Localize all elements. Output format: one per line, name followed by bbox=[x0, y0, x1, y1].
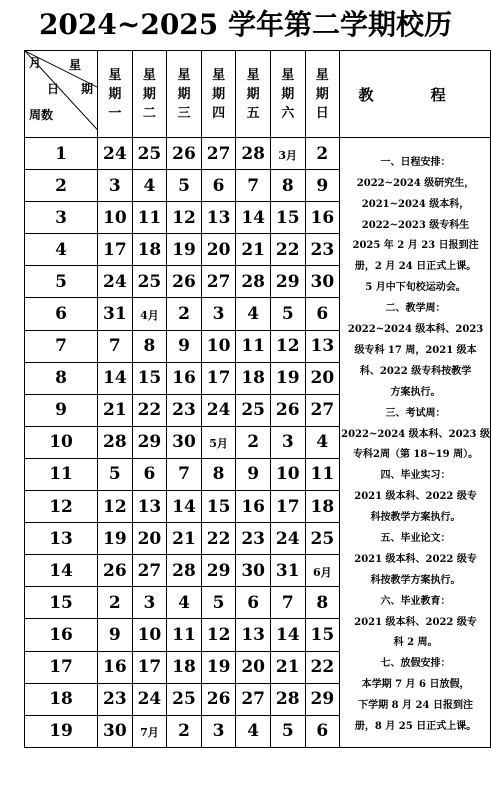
day-cell: 27 bbox=[305, 394, 340, 426]
corner-week-count-label: 周数 bbox=[29, 108, 54, 122]
week-number: 18 bbox=[25, 683, 98, 715]
day-cell: 28 bbox=[236, 138, 271, 170]
note-line: 2021 级本科、2022 级专 bbox=[354, 491, 477, 503]
day-cell: 4 bbox=[236, 298, 271, 330]
day-cell: 17 bbox=[132, 651, 167, 683]
day-cell: 14 bbox=[270, 619, 305, 651]
note-line: 方案执行。 bbox=[390, 386, 441, 398]
day-cell: 30 bbox=[236, 555, 271, 587]
weekday-header-wed: 星期三 bbox=[167, 51, 202, 138]
day-cell: 3 bbox=[201, 298, 236, 330]
note-line: 2022~2023 级专科生 bbox=[361, 219, 470, 231]
day-cell: 25 bbox=[132, 138, 167, 170]
week-number: 11 bbox=[25, 458, 98, 490]
day-cell: 13 bbox=[236, 619, 271, 651]
day-cell: 27 bbox=[201, 266, 236, 298]
day-cell: 11 bbox=[305, 458, 340, 490]
week-number: 19 bbox=[25, 715, 98, 747]
week-number: 9 bbox=[25, 394, 98, 426]
day-cell: 7月 bbox=[132, 715, 167, 747]
day-cell: 16 bbox=[98, 651, 133, 683]
day-cell: 5 bbox=[201, 587, 236, 619]
day-cell: 11 bbox=[132, 202, 167, 234]
day-cell: 2 bbox=[305, 138, 340, 170]
week-number: 17 bbox=[25, 651, 98, 683]
note-line: 2025 年 2 月 23 日报到注 bbox=[352, 240, 479, 252]
day-cell: 14 bbox=[236, 202, 271, 234]
day-cell: 16 bbox=[167, 362, 202, 394]
notes-column bbox=[340, 138, 491, 748]
day-cell: 18 bbox=[236, 362, 271, 394]
day-cell: 4月 bbox=[132, 298, 167, 330]
day-cell: 9 bbox=[305, 170, 340, 202]
week-number: 7 bbox=[25, 330, 98, 362]
corner-cell bbox=[25, 51, 98, 138]
note-line: 2022~2024 级本科、2023 级 bbox=[341, 428, 490, 440]
note-line: 册，2 月 24 日正式上课。 bbox=[354, 261, 477, 273]
day-cell: 15 bbox=[132, 362, 167, 394]
day-cell: 24 bbox=[98, 138, 133, 170]
day-cell: 9 bbox=[167, 330, 202, 362]
day-cell: 4 bbox=[132, 170, 167, 202]
day-cell: 3 bbox=[132, 587, 167, 619]
day-cell: 11 bbox=[236, 330, 271, 362]
day-cell: 6 bbox=[236, 587, 271, 619]
corner-month-label: 月 bbox=[29, 56, 42, 70]
week-number: 16 bbox=[25, 619, 98, 651]
week-number: 15 bbox=[25, 587, 98, 619]
day-cell: 30 bbox=[98, 715, 133, 747]
day-cell: 3月 bbox=[270, 138, 305, 170]
week-number: 13 bbox=[25, 523, 98, 555]
note-line: 2021 级本科、2022 级专 bbox=[354, 616, 477, 628]
day-cell: 7 bbox=[98, 330, 133, 362]
note-line: 2021 级本科、2022 级专 bbox=[354, 553, 477, 565]
day-cell: 4 bbox=[305, 426, 340, 458]
day-cell: 25 bbox=[132, 266, 167, 298]
week-number: 6 bbox=[25, 298, 98, 330]
week-number: 10 bbox=[25, 426, 98, 458]
day-cell: 21 bbox=[167, 523, 202, 555]
day-cell: 3 bbox=[270, 426, 305, 458]
page-title: 2024~2025 学年第二学期校历 bbox=[38, 8, 453, 41]
corner-week-label: 星 bbox=[69, 58, 82, 72]
week-number: 2 bbox=[25, 170, 98, 202]
day-cell: 29 bbox=[305, 683, 340, 715]
day-cell: 20 bbox=[201, 234, 236, 266]
day-cell: 28 bbox=[98, 426, 133, 458]
day-cell: 16 bbox=[236, 491, 271, 523]
day-cell: 13 bbox=[132, 491, 167, 523]
day-cell: 17 bbox=[201, 362, 236, 394]
note-line: 二、教学周： bbox=[385, 303, 446, 315]
day-cell: 13 bbox=[305, 330, 340, 362]
day-cell: 12 bbox=[98, 491, 133, 523]
day-cell: 17 bbox=[98, 234, 133, 266]
note-line: 三、考试周： bbox=[385, 407, 446, 419]
day-cell: 19 bbox=[201, 651, 236, 683]
day-cell: 28 bbox=[236, 266, 271, 298]
day-cell: 26 bbox=[167, 266, 202, 298]
day-cell: 8 bbox=[270, 170, 305, 202]
school-calendar-table bbox=[24, 50, 491, 748]
day-cell: 23 bbox=[305, 234, 340, 266]
day-cell: 24 bbox=[201, 394, 236, 426]
note-line: 2021~2024 级本科， bbox=[361, 198, 470, 210]
day-cell: 22 bbox=[201, 523, 236, 555]
day-cell: 18 bbox=[132, 234, 167, 266]
day-cell: 29 bbox=[201, 555, 236, 587]
day-cell: 12 bbox=[167, 202, 202, 234]
day-cell: 26 bbox=[270, 394, 305, 426]
day-cell: 21 bbox=[270, 651, 305, 683]
day-cell: 14 bbox=[98, 362, 133, 394]
weekday-header-sat: 星期六 bbox=[270, 51, 305, 138]
day-cell: 19 bbox=[270, 362, 305, 394]
weekday-header-fri: 星期五 bbox=[236, 51, 271, 138]
day-cell: 19 bbox=[98, 523, 133, 555]
note-line: 科、2022 级专科按教学 bbox=[359, 365, 472, 377]
day-cell: 28 bbox=[270, 683, 305, 715]
day-cell: 31 bbox=[98, 298, 133, 330]
day-cell: 24 bbox=[270, 523, 305, 555]
day-cell: 7 bbox=[167, 458, 202, 490]
day-cell: 12 bbox=[201, 619, 236, 651]
day-cell: 6 bbox=[132, 458, 167, 490]
weekday-header-sun: 星期日 bbox=[305, 51, 340, 138]
day-cell: 2 bbox=[167, 298, 202, 330]
day-cell: 5月 bbox=[201, 426, 236, 458]
weekday-header-mon: 星期一 bbox=[98, 51, 133, 138]
week-number: 5 bbox=[25, 266, 98, 298]
day-cell: 26 bbox=[167, 138, 202, 170]
day-cell: 9 bbox=[236, 458, 271, 490]
note-line: 册，8 月 25 日正式上课。 bbox=[354, 720, 477, 732]
day-cell: 10 bbox=[201, 330, 236, 362]
note-line: 2022~2024 级本科、2023 bbox=[347, 324, 484, 336]
day-cell: 5 bbox=[270, 298, 305, 330]
day-cell: 15 bbox=[201, 491, 236, 523]
note-line: 科 2 周。 bbox=[393, 637, 438, 649]
corner-period-label: 期 bbox=[81, 82, 94, 96]
day-cell: 11 bbox=[167, 619, 202, 651]
week-number: 1 bbox=[25, 138, 98, 170]
day-cell: 30 bbox=[305, 266, 340, 298]
day-cell: 20 bbox=[236, 651, 271, 683]
day-cell: 19 bbox=[167, 234, 202, 266]
week-number: 4 bbox=[25, 234, 98, 266]
note-line: 本学期 7 月 6 日放假， bbox=[361, 679, 470, 691]
weekday-header-thu: 星期四 bbox=[201, 51, 236, 138]
day-cell: 16 bbox=[305, 202, 340, 234]
day-cell: 26 bbox=[98, 555, 133, 587]
note-line: 级专科 17 周，2021 级本 bbox=[354, 344, 477, 356]
note-line: 科按教学方案执行。 bbox=[370, 574, 461, 586]
day-cell: 22 bbox=[305, 651, 340, 683]
day-cell: 25 bbox=[167, 683, 202, 715]
day-cell: 2 bbox=[236, 426, 271, 458]
day-cell: 17 bbox=[270, 491, 305, 523]
day-cell: 25 bbox=[236, 394, 271, 426]
day-cell: 30 bbox=[167, 426, 202, 458]
corner-day-label: 日 bbox=[47, 82, 60, 96]
day-cell: 9 bbox=[98, 619, 133, 651]
day-cell: 8 bbox=[201, 458, 236, 490]
day-cell: 7 bbox=[270, 587, 305, 619]
day-cell: 6 bbox=[305, 298, 340, 330]
day-cell: 4 bbox=[236, 715, 271, 747]
day-cell: 27 bbox=[132, 555, 167, 587]
note-line: 2022~2024 级研究生， bbox=[356, 177, 475, 189]
day-cell: 6 bbox=[201, 170, 236, 202]
weekday-header-tue: 星期二 bbox=[132, 51, 167, 138]
note-line: 专科2周（第 18~19 周）。 bbox=[352, 449, 479, 461]
day-cell: 5 bbox=[270, 715, 305, 747]
day-cell: 27 bbox=[201, 138, 236, 170]
day-cell: 10 bbox=[270, 458, 305, 490]
day-cell: 5 bbox=[98, 458, 133, 490]
week-number: 8 bbox=[25, 362, 98, 394]
week-number: 14 bbox=[25, 555, 98, 587]
day-cell: 18 bbox=[167, 651, 202, 683]
day-cell: 2 bbox=[167, 715, 202, 747]
note-line: 六、毕业教育： bbox=[380, 595, 451, 607]
day-cell: 26 bbox=[201, 683, 236, 715]
day-cell: 15 bbox=[305, 619, 340, 651]
day-cell: 8 bbox=[132, 330, 167, 362]
day-cell: 8 bbox=[305, 587, 340, 619]
notes-header: 教 程 bbox=[340, 51, 491, 138]
note-line: 五、毕业论文： bbox=[380, 532, 451, 544]
week-row bbox=[25, 138, 491, 170]
day-cell: 15 bbox=[270, 202, 305, 234]
day-cell: 20 bbox=[305, 362, 340, 394]
day-cell: 5 bbox=[167, 170, 202, 202]
note-line: 科按教学方案执行。 bbox=[370, 512, 461, 524]
day-cell: 7 bbox=[236, 170, 271, 202]
day-cell: 18 bbox=[305, 491, 340, 523]
day-cell: 29 bbox=[132, 426, 167, 458]
day-cell: 10 bbox=[98, 202, 133, 234]
note-line: 5 月中下旬校运动会。 bbox=[365, 282, 466, 294]
note-line: 七、放假安排： bbox=[380, 658, 451, 670]
day-cell: 21 bbox=[98, 394, 133, 426]
day-cell: 22 bbox=[270, 234, 305, 266]
day-cell: 13 bbox=[201, 202, 236, 234]
day-cell: 24 bbox=[132, 683, 167, 715]
day-cell: 20 bbox=[132, 523, 167, 555]
day-cell: 22 bbox=[132, 394, 167, 426]
day-cell: 29 bbox=[270, 266, 305, 298]
header-row bbox=[25, 51, 491, 138]
day-cell: 12 bbox=[270, 330, 305, 362]
day-cell: 14 bbox=[167, 491, 202, 523]
note-line: 一、日程安排： bbox=[380, 156, 451, 168]
day-cell: 23 bbox=[98, 683, 133, 715]
day-cell: 4 bbox=[167, 587, 202, 619]
week-number: 3 bbox=[25, 202, 98, 234]
week-number: 12 bbox=[25, 491, 98, 523]
day-cell: 21 bbox=[236, 234, 271, 266]
day-cell: 6月 bbox=[305, 555, 340, 587]
day-cell: 27 bbox=[236, 683, 271, 715]
day-cell: 6 bbox=[305, 715, 340, 747]
day-cell: 23 bbox=[167, 394, 202, 426]
day-cell: 10 bbox=[132, 619, 167, 651]
day-cell: 3 bbox=[201, 715, 236, 747]
day-cell: 2 bbox=[98, 587, 133, 619]
note-line: 下学期 8 月 24 日报到注 bbox=[358, 700, 473, 712]
day-cell: 23 bbox=[236, 523, 271, 555]
day-cell: 24 bbox=[98, 266, 133, 298]
day-cell: 25 bbox=[305, 523, 340, 555]
note-line: 四、毕业实习： bbox=[380, 470, 451, 482]
day-cell: 3 bbox=[98, 170, 133, 202]
day-cell: 31 bbox=[270, 555, 305, 587]
day-cell: 28 bbox=[167, 555, 202, 587]
